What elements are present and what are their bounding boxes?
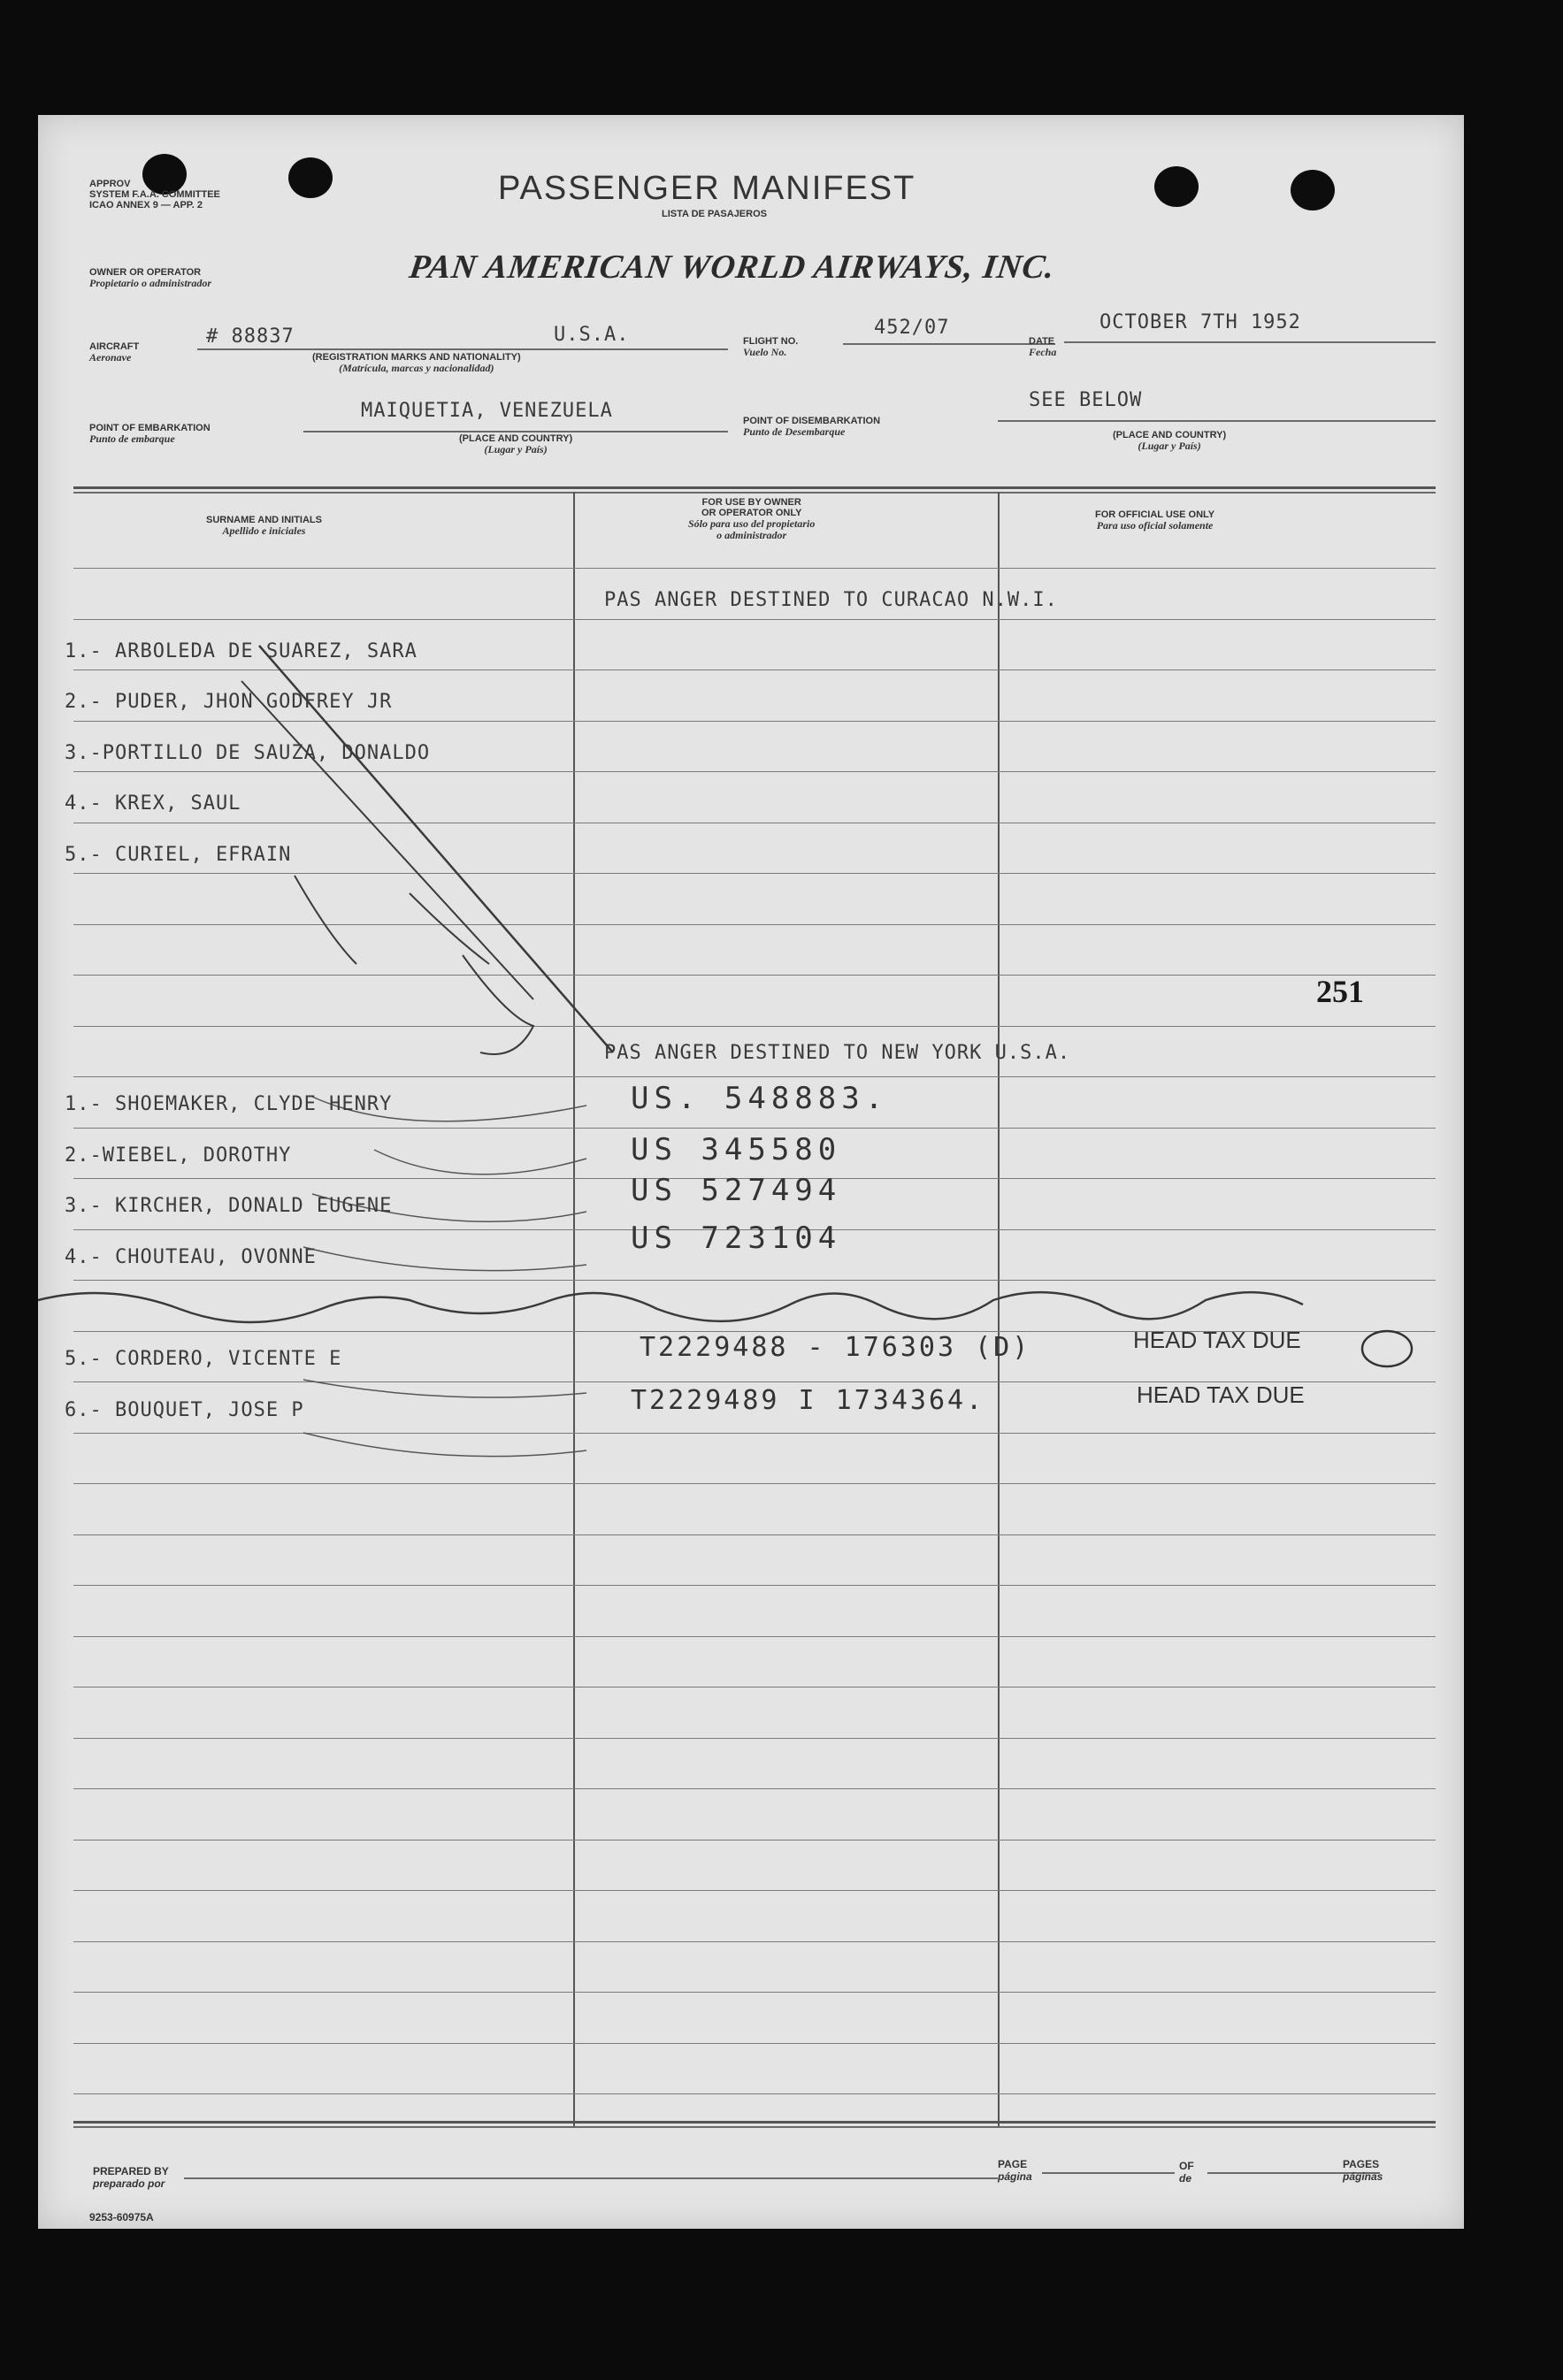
passport-number: US 527494	[631, 1173, 842, 1208]
passport-number: US 345580	[631, 1132, 842, 1167]
page-stamp: 251	[1316, 974, 1364, 1009]
of-label: OF de	[1179, 2160, 1194, 2185]
embarkation-value: MAIQUETIA, VENEZUELA	[361, 400, 613, 422]
column-header-operator: FOR USE BY OWNER OR OPERATOR ONLY Sólo para uso del propietario o administrador	[688, 497, 816, 541]
column-header-official: FOR OFFICIAL USE ONLY Para uso oficial solamente	[1095, 509, 1215, 532]
passenger-row: 1.- SHOEMAKER, CLYDE HENRY	[65, 1093, 393, 1115]
passenger-row: 4.- KREX, SAUL	[65, 792, 241, 815]
owner-value: PAN AMERICAN WORLD AIRWAYS, INC.	[407, 249, 1058, 286]
embarkation-place-label: (PLACE AND COUNTRY) (Lugar y País)	[459, 433, 573, 455]
official-note: HEAD TAX DUE	[1133, 1327, 1301, 1353]
page-title: PASSENGER MANIFEST	[498, 170, 916, 207]
owner-label: OWNER OR OPERATOR Propietario o administrador	[89, 267, 212, 289]
disembarkation-value: SEE BELOW	[1029, 389, 1143, 411]
prepared-by-label: PREPARED BY preparado por	[93, 2165, 169, 2190]
registration-label: (REGISTRATION MARKS AND NATIONALITY) (Matrícula, marcas y nacionalidad)	[312, 352, 521, 374]
form-number: 9253-60975A	[89, 2211, 154, 2223]
passenger-row: 6.- BOUQUET, JOSE P	[65, 1399, 304, 1421]
column-header-surname: SURNAME AND INITIALS Apellido e iniciales	[206, 515, 322, 537]
passport-number: T2229488 - 176303 (D)	[640, 1332, 1031, 1363]
aircraft-label: AIRCRAFT Aeronave	[89, 341, 140, 364]
passport-number: US. 548883.	[631, 1081, 889, 1116]
approval-note: APPROV SYSTEM F.A.A. COMMITTEE ICAO ANNEX 9 — APP. 2	[89, 179, 220, 210]
manifest-page	[38, 115, 1464, 2229]
flight-label: FLIGHT NO. Vuelo No.	[743, 336, 799, 358]
disembarkation-label: POINT OF DISEMBARKATION Punto de Desembarque	[743, 416, 881, 438]
passenger-row: 3.- KIRCHER, DONALD EUGENE	[65, 1195, 393, 1217]
passport-number: US 723104	[631, 1221, 842, 1256]
nationality-value: U.S.A.	[554, 324, 630, 346]
page-title-es: LISTA DE PASAJEROS	[662, 209, 767, 219]
passenger-row: 3.-PORTILLO DE SAUZA, DONALDO	[65, 742, 431, 764]
page-label: PAGE página	[998, 2158, 1032, 2183]
date-value: OCTOBER 7TH 1952	[1099, 311, 1301, 333]
passport-number: T2229489 I 1734364.	[631, 1385, 985, 1416]
pen-marks	[38, 115, 1464, 2229]
embarkation-label: POINT OF EMBARKATION Punto de embarque	[89, 423, 211, 445]
passenger-row: 5.- CURIEL, EFRAIN	[65, 844, 292, 866]
disembarkation-place-label: (PLACE AND COUNTRY) (Lugar y País)	[1113, 430, 1227, 452]
pages-label: PAGES páginas	[1343, 2158, 1383, 2183]
aircraft-value: # 88837	[206, 325, 295, 348]
group2-heading: PAS ANGER DESTINED TO NEW YORK U.S.A.	[604, 1042, 1071, 1064]
official-note: HEAD TAX DUE	[1137, 1381, 1305, 1408]
passenger-row: 2.-WIEBEL, DOROTHY	[65, 1144, 292, 1167]
passenger-row: 4.- CHOUTEAU, OVONNE	[65, 1246, 317, 1268]
date-label: DATE Fecha	[1029, 336, 1057, 358]
flight-value: 452/07	[874, 317, 950, 339]
passenger-row: 2.- PUDER, JHON GODFREY JR	[65, 691, 393, 713]
passenger-row: 1.- ARBOLEDA DE SUAREZ, SARA	[65, 640, 418, 662]
passenger-row: 5.- CORDERO, VICENTE E	[65, 1348, 342, 1370]
group1-heading: PAS ANGER DESTINED TO CURACAO N.W.I.	[604, 589, 1058, 611]
